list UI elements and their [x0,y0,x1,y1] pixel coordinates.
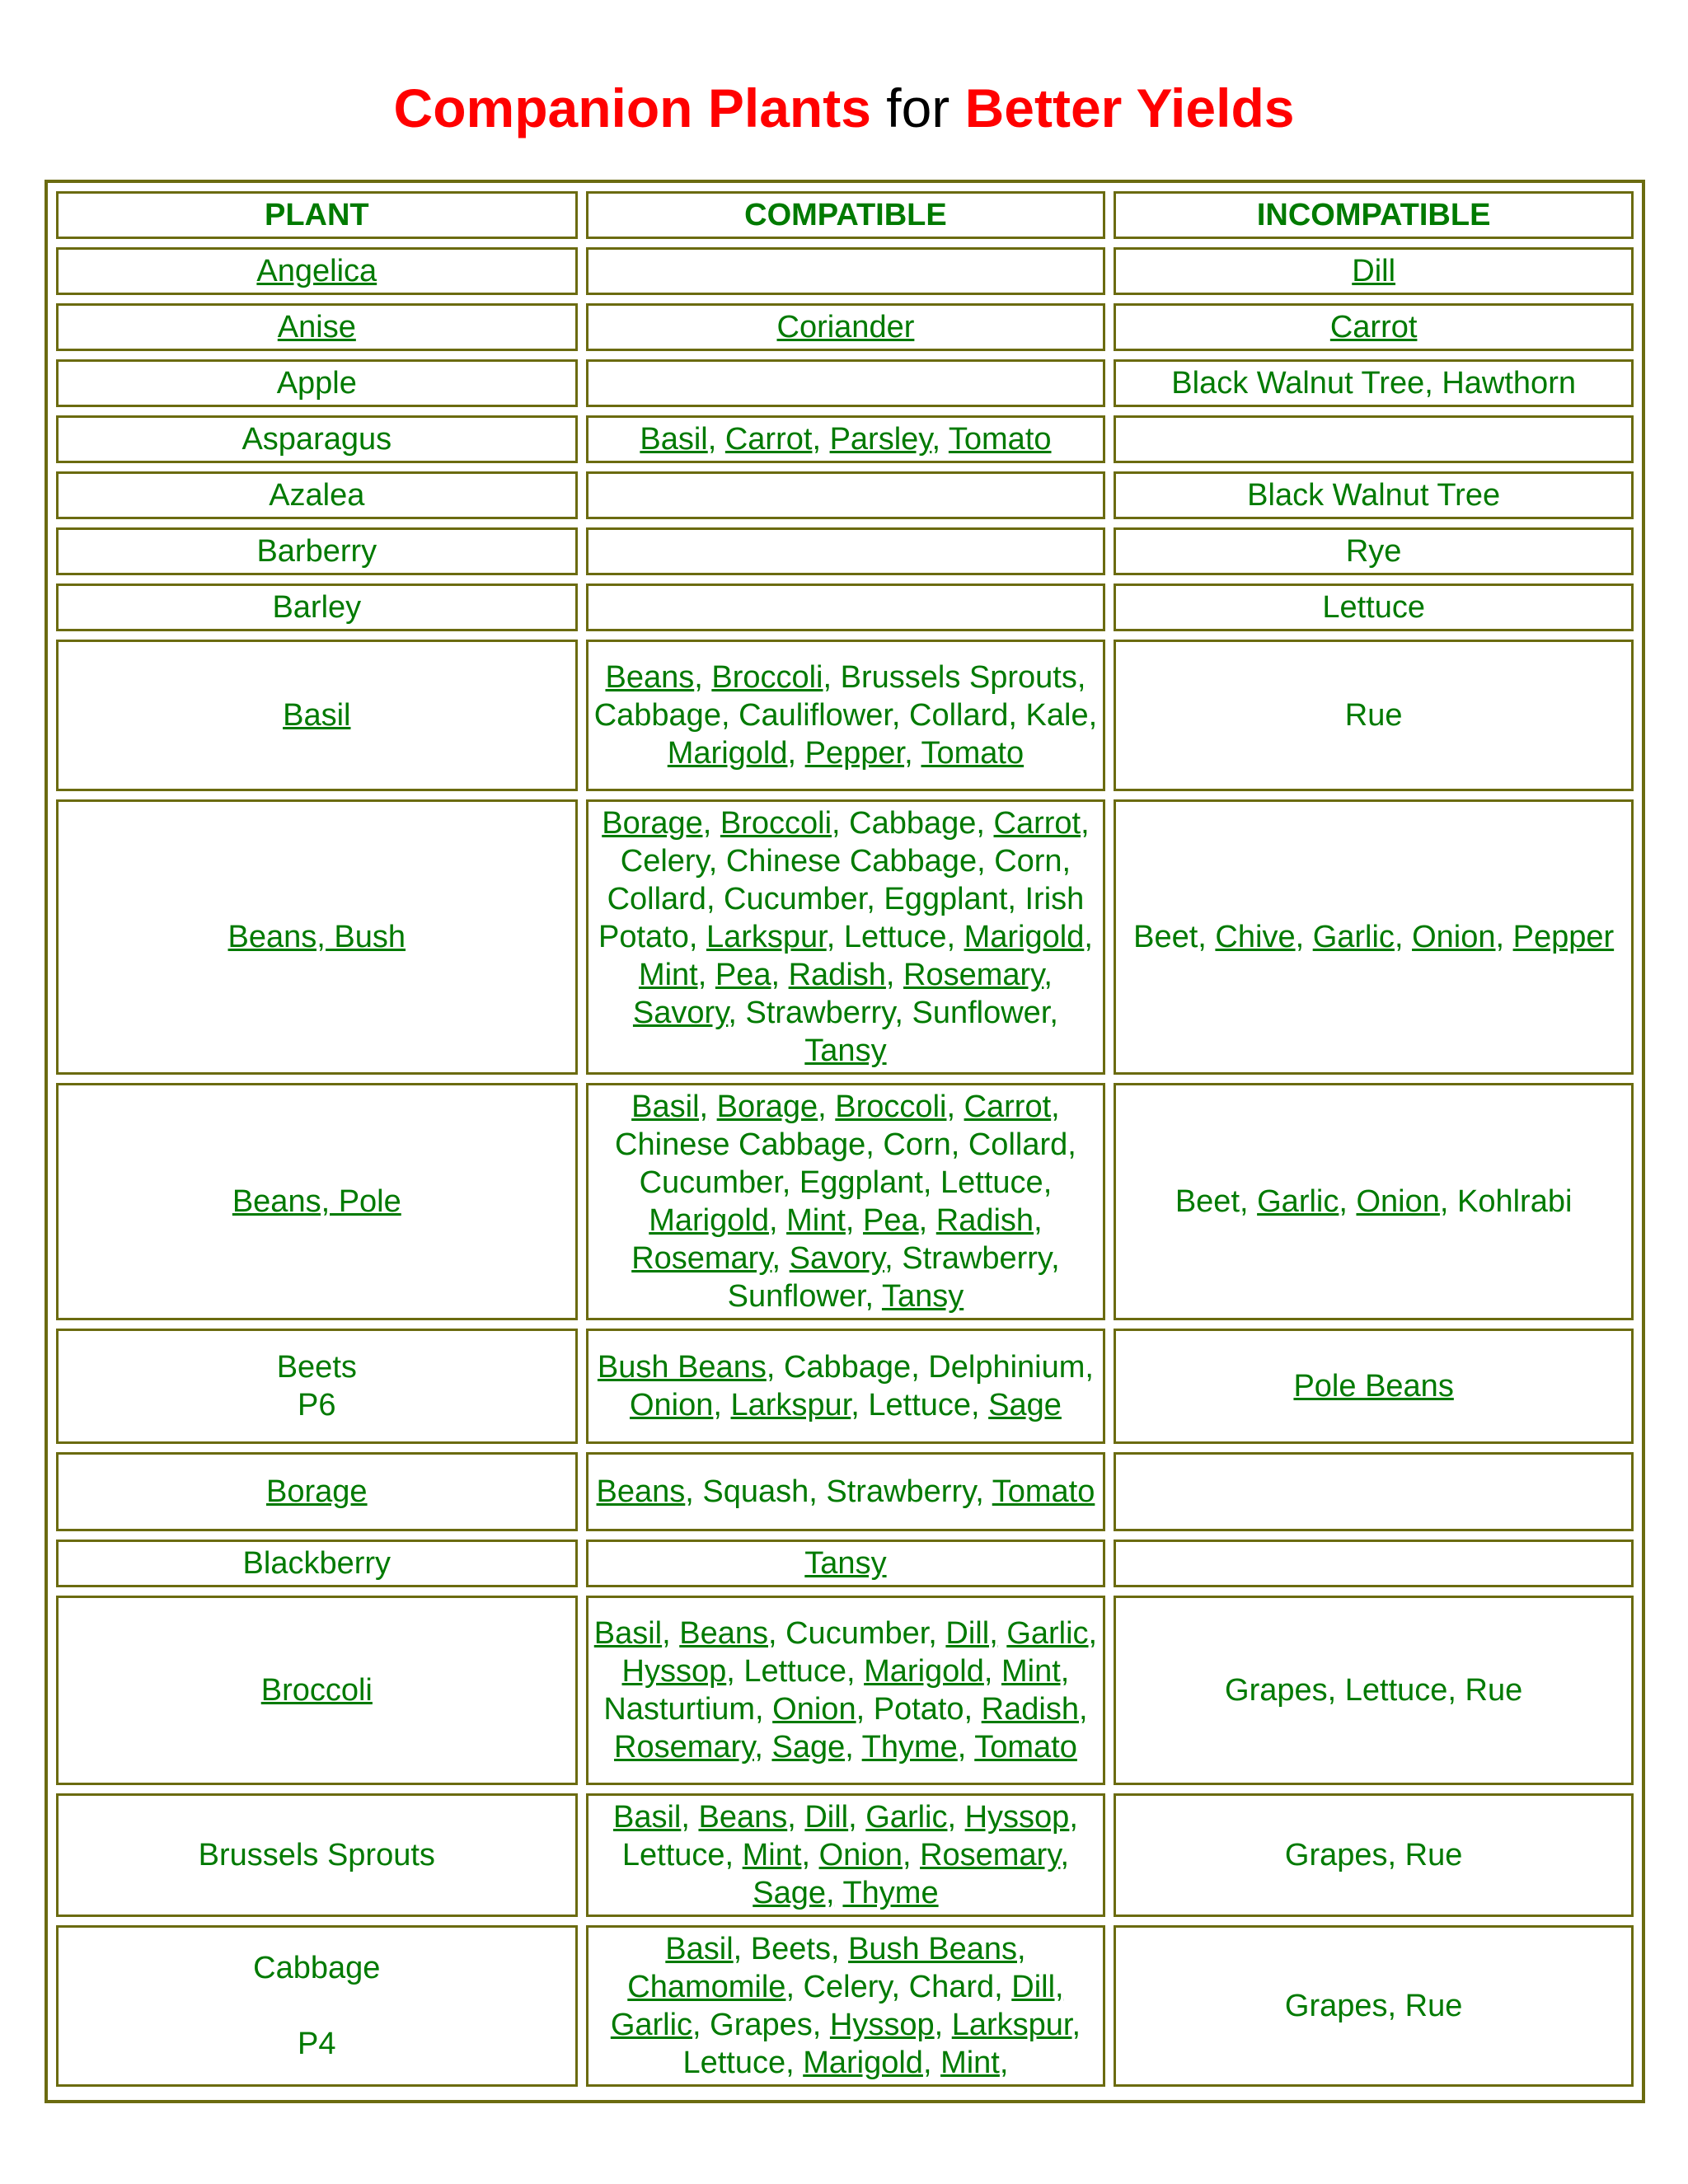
cell-text: Grapes, Rue [1284,1838,1463,1872]
cell-text [708,1090,717,1124]
plant-link[interactable]: Garlic [610,2008,693,2042]
plant-cell [56,1329,578,1444]
cell-text: , Cabbage, [832,806,994,841]
title-part-1: Companion Plants [393,77,871,138]
plant-link[interactable]: Pea [863,1203,919,1238]
plant-link[interactable]: Onion [1412,920,1496,954]
cell-text: Barley [272,590,362,625]
plant-link[interactable]: Carrot [993,806,1081,841]
plant-link[interactable]: Borage, [602,806,712,841]
compatible-cell [586,640,1106,791]
plant-link[interactable]: Mint, [638,958,707,992]
table-row [56,1540,1634,1587]
cell-text: , Strawberry, Sunflower, [728,996,1058,1030]
plant-link[interactable]: Larkspur [706,920,827,954]
compatible-cell [586,303,1106,351]
cell-text: , [1060,1838,1069,1872]
compatible-cell [586,359,1106,407]
cell-text: , [931,422,949,457]
cell-text: Beet, [1175,1184,1258,1219]
cell-text: , [1034,1203,1043,1238]
plant-link[interactable]: Rosemary [631,1241,772,1276]
plant-link[interactable]: Marigold [864,1654,984,1689]
plant-link[interactable]: Beans [596,1474,686,1509]
plant-cell [56,1540,578,1587]
cell-text: , [1339,1184,1357,1219]
cell-text: , [713,1388,731,1422]
plant-cell [56,527,578,575]
plant-link[interactable]: Angelica [256,254,377,288]
compatible-cell [586,415,1106,463]
plant-link[interactable]: Chive [1215,920,1296,954]
plant-link[interactable]: Rosemary [903,958,1044,992]
cell-text: Beet, [1133,920,1216,954]
incompatible-cell [1114,583,1634,631]
column-header-compatible: COMPATIBLE [586,191,1106,239]
cell-text: , [902,1838,921,1872]
plant-link[interactable]: Onion [1356,1184,1440,1219]
plant-cell [56,471,578,519]
plant-link[interactable]: Broccoli [260,1673,373,1708]
plant-link[interactable]: Radish [788,958,886,992]
table-row [56,527,1634,575]
plant-cell [56,640,578,791]
cell-text: , [1295,920,1313,954]
plant-link[interactable]: Beans [605,660,695,695]
plant-cell [56,1083,578,1320]
cell-text: , [845,1203,864,1238]
cell-text [763,1730,772,1765]
plant-cell [56,583,578,631]
plant-link[interactable]: Sage, [753,1876,835,1910]
cell-text: , [768,1203,787,1238]
cell-text: , [771,1241,790,1276]
cell-text: Black Walnut Tree [1247,478,1501,513]
cell-text: , [904,736,921,771]
plant-link[interactable]: Garlic [1312,920,1395,954]
cell-text: , [922,2046,941,2080]
plant-link[interactable]: Chamomile [627,1970,786,2004]
cell-text: , [999,2046,1009,2080]
cell-text: , [946,1090,964,1124]
cell-text: , [787,736,805,771]
cell-text: Lettuce [1322,590,1425,625]
cell-text: , [918,1203,936,1238]
cell-text: , [885,958,904,992]
plant-link[interactable]: Dill [1352,254,1396,288]
cell-text: Barberry [256,534,377,569]
plant-link[interactable]: Basil [665,1932,734,1966]
cell-text: , [957,1730,975,1765]
cell-text: , Grapes, [692,2008,830,2042]
plant-link[interactable]: Tansy [804,1546,887,1581]
plant-link[interactable]: Basil [612,1800,682,1835]
title-part-3: Better Yields [964,77,1295,138]
compatible-cell [586,799,1106,1075]
cell-text: Brussels Sprouts [198,1838,435,1872]
plant-link[interactable]: Garlic [865,1800,948,1835]
plant-cell [56,799,578,1075]
plant-note: P6 [298,1388,336,1422]
plant-link[interactable]: Parsley [829,422,932,457]
plant-link[interactable]: Basil [593,1616,663,1651]
cell-text: Cabbage [253,1951,381,1985]
plant-link[interactable]: Larkspur [730,1388,851,1422]
plant-cell [56,303,578,351]
cell-text: , [818,1090,836,1124]
incompatible-cell [1114,247,1634,295]
table-row [56,1452,1634,1531]
plant-link[interactable]: Broccoli [711,660,823,695]
cell-text: , Squash, Strawberry, [685,1474,992,1509]
cell-text: , Chinese Cabbage, Corn, Collard, Cucumber, Eggplant, Lettuce, [615,1090,1076,1200]
plant-link[interactable]: Pole Beans [1293,1369,1454,1404]
cell-text: , Strawberry, Sunflower, [727,1241,1060,1314]
plant-link[interactable]: Carrot [964,1090,1052,1124]
plant-link[interactable]: Anise [277,310,356,344]
plant-link[interactable]: Beans [698,1800,788,1835]
incompatible-cell [1114,1452,1634,1531]
plant-link[interactable]: Dill, [945,1616,998,1651]
plant-link[interactable]: Pepper [1512,920,1615,954]
plant-link[interactable]: Beans [679,1616,768,1651]
cell-text: , Kohlrabi [1439,1184,1573,1219]
plant-link[interactable]: Mint, [1001,1654,1070,1689]
plant-link[interactable]: Savory [632,996,729,1030]
plant-link[interactable]: Garlic [1006,1616,1089,1651]
incompatible-cell [1114,1793,1634,1917]
cell-text: , Cabbage, Delphinium, [766,1350,1094,1385]
plant-link[interactable]: Marigold [667,736,788,771]
cell-text: , [1394,920,1413,954]
cell-text: , [662,1616,680,1651]
plant-link[interactable]: Hyssop [829,2008,935,2042]
compatible-cell [586,1540,1106,1587]
plant-link[interactable]: Basil, [631,1090,709,1124]
plant-cell [56,1793,578,1917]
plant-link[interactable]: Radish [935,1203,1034,1238]
plant-link[interactable]: Carrot [1329,310,1418,344]
plant-link[interactable]: Tansy [804,1033,887,1068]
plant-note: P4 [298,2027,336,2061]
cell-text: , [983,1654,1001,1689]
plant-link[interactable]: Tomato [948,422,1052,457]
table-row [56,583,1634,631]
compatible-cell [586,1452,1106,1531]
plant-link[interactable]: Basil [640,422,708,457]
compatible-cell [586,471,1106,519]
plant-link[interactable]: Borage [266,1474,368,1509]
cell-text: Grapes, Lettuce, Rue [1225,1673,1523,1708]
cell-text [835,1876,843,1910]
cell-text: , Beets, [733,1932,849,1966]
cell-text: , Lettuce, [726,1654,865,1689]
cell-text: , [787,1800,805,1835]
cell-text: , [1078,1692,1088,1727]
plant-link[interactable]: Sage, [771,1730,854,1765]
plant-link[interactable]: Onion [818,1838,903,1872]
plant-link[interactable]: Savory [789,1241,885,1276]
companion-table-frame [45,180,1645,2103]
plant-link[interactable]: Mint [786,1203,846,1238]
incompatible-cell [1114,640,1634,791]
cell-text: , [1495,920,1513,954]
plant-link[interactable]: Tomato [992,1474,1095,1509]
plant-link[interactable]: Marigold [649,1203,769,1238]
cell-text: Nasturtium, [603,1692,773,1727]
cell-text: , [812,422,830,457]
cell-text: , [1043,958,1053,992]
cell-text: , [934,2008,952,2042]
compatible-cell [586,583,1106,631]
cell-text: Blackberry [242,1546,392,1581]
plant-link[interactable]: Mint [940,2046,1000,2080]
cell-text: Grapes, Rue [1284,1989,1463,2023]
incompatible-cell [1114,1540,1634,1587]
plant-link[interactable]: Marigold [964,920,1085,954]
table-row [56,1083,1634,1320]
compatible-cell [586,1083,1106,1320]
plant-link[interactable]: Beans, Pole [232,1184,401,1219]
plant-link[interactable]: Onion [772,1692,856,1727]
plant-link[interactable]: Rosemary [920,1838,1061,1872]
cell-text: Beets [276,1350,357,1385]
plant-link[interactable]: Broccoli [720,806,832,841]
plant-link[interactable]: Bush Beans [597,1350,767,1385]
table-row [56,247,1634,295]
plant-link[interactable]: Coriander [776,310,915,344]
plant-link[interactable]: Mint [742,1838,802,1872]
cell-text [854,1730,862,1765]
cell-text: , Lettuce, [621,1800,1078,1872]
cell-text: , [771,958,789,992]
table-row [56,471,1634,519]
page-title [0,73,1688,143]
cell-text: , Brussels Sprouts, Cabbage, Cauliflower, Collard, Kale, [593,660,1098,733]
compatible-cell [586,527,1106,575]
plant-link[interactable]: Hyssop [621,1654,727,1689]
cell-text: , Lettuce, [826,920,964,954]
cell-text: Apple [276,366,357,401]
plant-cell [56,1925,578,2087]
plant-link[interactable]: Broccoli [835,1090,947,1124]
plant-link[interactable]: Tomato [921,736,1025,771]
cell-text: Black Walnut Tree, Hawthorn [1171,366,1576,401]
table-row [56,415,1634,463]
plant-link[interactable]: Larkspur [951,2008,1072,2042]
plant-link[interactable]: Garlic [1257,1184,1339,1219]
incompatible-cell [1114,1596,1634,1785]
compatible-cell [586,1925,1106,2087]
plant-link[interactable]: Thyme [842,1876,939,1910]
plant-cell [56,415,578,463]
compatible-cell [586,247,1106,295]
cell-text [711,806,720,841]
plant-link[interactable]: Dill, [1011,1970,1064,2004]
plant-link[interactable]: Sage [988,1388,1062,1422]
table-row [56,1793,1634,1917]
plant-cell [56,359,578,407]
cell-text: , [1017,1932,1026,1966]
plant-cell [56,247,578,295]
cell-text: , Celery, Chard, [785,1970,1012,2004]
plant-link[interactable]: Thyme [861,1730,958,1765]
cell-text: Azalea [269,478,365,513]
plant-link[interactable]: Bush Beans [848,1932,1017,1966]
table-body [56,247,1634,2087]
plant-link[interactable]: Tansy [881,1279,964,1314]
cell-text: , [947,1800,965,1835]
plant-link[interactable]: Rosemary, [614,1730,763,1765]
plant-cell [56,1452,578,1531]
incompatible-cell [1114,527,1634,575]
incompatible-cell [1114,1329,1634,1444]
cell-text: , [1088,1616,1098,1651]
incompatible-cell [1114,799,1634,1075]
cell-text: , [848,1800,866,1835]
cell-text: Asparagus [241,422,392,457]
plant-link[interactable]: Basil [283,698,351,733]
plant-link[interactable]: Onion [629,1388,714,1422]
column-header-plant: PLANT [56,191,578,239]
cell-text: , [694,660,712,695]
table-row [56,640,1634,791]
plant-link[interactable]: Tomato [974,1730,1077,1765]
cell-text: , [1084,920,1093,954]
incompatible-cell [1114,471,1634,519]
header-row [56,191,1634,239]
table-row [56,1329,1634,1444]
table-row [56,799,1634,1075]
cell-text [998,1616,1007,1651]
plant-cell [56,1596,578,1785]
cell-text: , Cucumber, [768,1616,946,1651]
cell-text: Rye [1345,534,1402,569]
cell-text: , Celery, Chinese Cabbage, Corn, Collard, Cucumber, Eggplant, Irish Potato, [598,806,1090,954]
incompatible-cell [1114,1925,1634,2087]
compatible-cell [586,1793,1106,1917]
companion-plants-table [48,183,1642,2095]
cell-text: , [801,1838,819,1872]
table-row [56,1596,1634,1785]
plant-link[interactable]: Radish [981,1692,1079,1727]
table-row [56,1925,1634,2087]
compatible-cell [586,1596,1106,1785]
incompatible-cell [1114,1083,1634,1320]
table-row [56,303,1634,351]
incompatible-cell [1114,303,1634,351]
column-header-incompatible: INCOMPATIBLE [1114,191,1634,239]
plant-link[interactable]: Marigold [803,2046,923,2080]
cell-text: , Lettuce, [682,2008,1081,2080]
table-row [56,359,1634,407]
cell-text: Rue [1344,698,1403,733]
cell-text: , [681,1800,699,1835]
plant-link[interactable]: Dill [804,1800,849,1835]
plant-link[interactable]: Carrot [724,422,813,457]
incompatible-cell [1114,415,1634,463]
cell-text: , Potato, [856,1692,982,1727]
plant-link[interactable]: Hyssop [964,1800,1070,1835]
cell-text [706,958,715,992]
plant-link[interactable]: Borage [716,1090,818,1124]
plant-link[interactable]: Pepper [804,736,905,771]
cell-text: , Lettuce, [851,1388,989,1422]
incompatible-cell [1114,359,1634,407]
plant-link[interactable]: Pea [715,958,771,992]
title-part-2: for [886,77,950,138]
compatible-cell [586,1329,1106,1444]
plant-link[interactable]: Beans, Bush [227,920,406,954]
cell-text: , [707,422,725,457]
